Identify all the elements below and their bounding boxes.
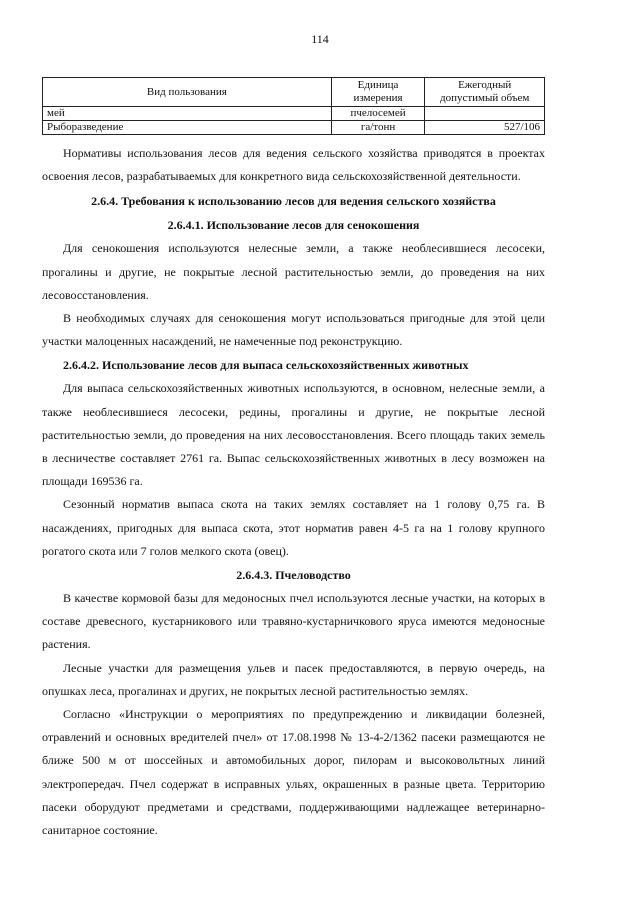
- subsection-heading-grazing: 2.6.4.2. Использование лесов для выпаса сельскохозяйственных животных: [63, 358, 469, 373]
- subsection-heading-hay: 2.6.4.1. Использование лесов для сенокошения: [167, 218, 420, 233]
- usage-table: [42, 77, 545, 135]
- page-number: 114: [311, 32, 329, 46]
- paragraph-grazing-1: Для выпаса сельскохозяйственных животных используются, в основном, нелесные земли, а также необлесившиеся лесосеки, редины, прогалины и другие, не покрытые лесной растительностью земли, до проведения на них лесовосстановления. Всего площадь таких земель в лесничестве составляет 2761 га. Выпас сельскохозяйственных животных в лесу возможен на площади 169536 га.: [42, 381, 545, 489]
- cell-annual-volume: 527/106: [425, 121, 545, 135]
- paragraph-forest-norms: Нормативы использования лесов для ведения сельского хозяйства приводятся в проектах освоения лесов, разрабатываемых для конкретного вида сельскохозяйственной деятельности.: [42, 146, 545, 184]
- paragraph-beekeeping-3: Согласно «Инструкции о мероприятиях по предупреждению и ликвидации болезней, отравлений и основных вредителей пчел» от 17.08.1998 № 13-4-2/1362 пасеки размещаются не ближе 500 м от шоссейных и автомобильных дорог, пилорам и высоковольтных линий электропередач. Пчел содержат в исправных ульях, окрашенных в разные цвета. Территорию пасеки оборудуют предметами и средствами, поддерживающими надлежащее ветеринарно-санитарное состояние.: [42, 707, 545, 838]
- cell-usage-type: Рыборазведение: [43, 121, 332, 135]
- table-header-row: [43, 78, 545, 107]
- paragraph-hay-2: В необходимых случаях для сенокошения могут использоваться пригодные для этой цели участки малоценных насаждений, не намеченные под реконструкцию.: [42, 311, 545, 349]
- subsection-heading-beekeeping: 2.6.4.3. Пчеловодство: [236, 568, 351, 583]
- table-row: [43, 107, 545, 121]
- header-usage-type: Вид пользования: [43, 78, 332, 107]
- paragraph-beekeeping-1: В качестве кормовой базы для медоносных пчел используются лесные участки, на которых в составе древесного, кустарникового или травяно-кустарничкового яруса имеются медоносные растения.: [42, 591, 545, 652]
- header-annual-volume: Ежегодный допустимый объем: [425, 78, 545, 107]
- paragraph-hay-1: Для сенокошения используются нелесные земли, а также необлесившиеся лесосеки, прогалины и другие, не покрытые лесной растительностью земли, до проведения на них лесовосстановления.: [42, 241, 545, 302]
- header-unit: Единица измерения: [331, 78, 425, 107]
- section-heading-2-6-4: 2.6.4. Требования к использованию лесов для ведения сельского хозяйства: [91, 194, 496, 209]
- body-text: [42, 142, 545, 842]
- cell-usage-type: мей: [43, 107, 332, 121]
- cell-unit: пчелосемей: [331, 107, 425, 121]
- cell-annual-volume: [425, 107, 545, 121]
- table-row: [43, 121, 545, 135]
- paragraph-grazing-2: Сезонный норматив выпаса скота на таких землях составляет на 1 голову 0,75 га. В насаждениях, пригодных для выпаса скота, этот норматив равен 4-5 га на 1 голову крупного рогатого скота или 7 голов мелкого скота (овец).: [42, 497, 545, 558]
- paragraph-beekeeping-2: Лесные участки для размещения ульев и пасек предоставляются, в первую очередь, на опушках леса, прогалинах и других, не покрытых лесной растительностью землях.: [42, 660, 545, 698]
- cell-unit: га/тонн: [331, 121, 425, 135]
